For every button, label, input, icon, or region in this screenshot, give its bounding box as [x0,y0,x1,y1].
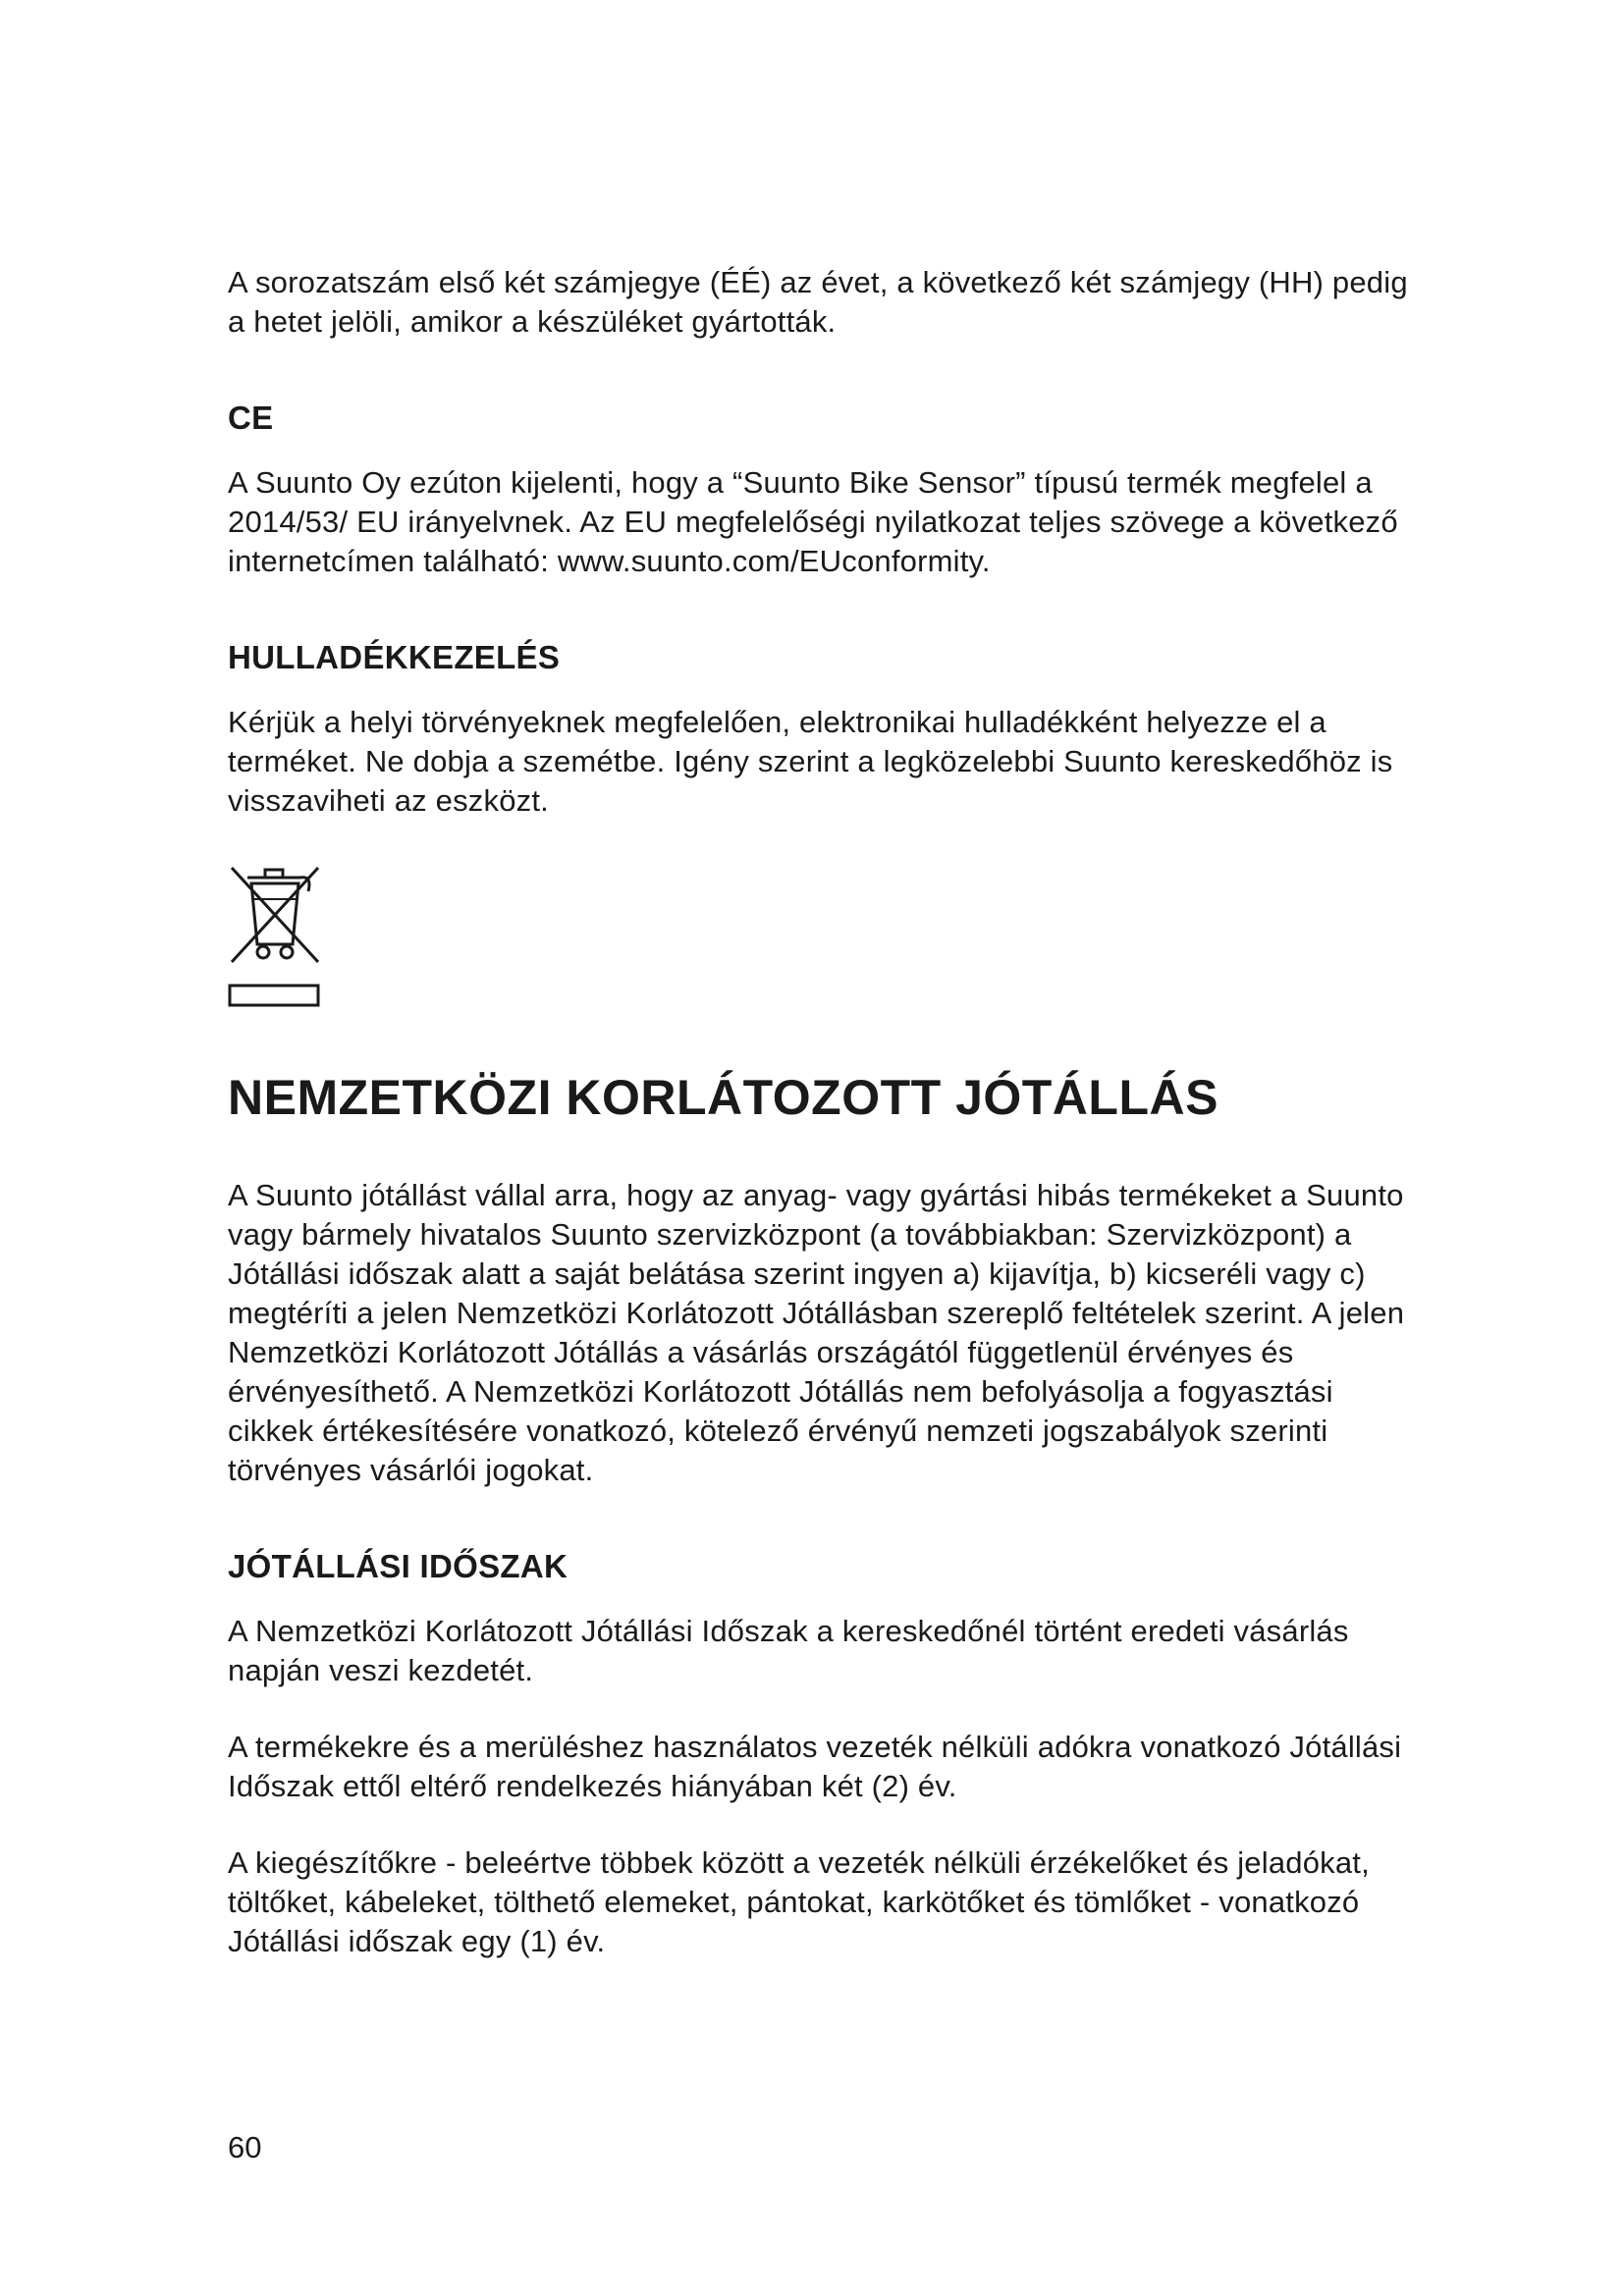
warranty-period-heading: JÓTÁLLÁSI IDŐSZAK [228,1548,568,1584]
ce-heading: CE [228,400,274,436]
page-content [228,263,1426,1961]
warranty-paragraph: A Suunto jótállást vállal arra, hogy az anyag- vagy gyártási hibás termékeket a Suunto vagy bármely hivatalos Suunto szervizközpont (a továbbiakban: Szervizközpont) a Jótállási időszak alatt a saját belátása szerint ingyen a) kijavítja, b) kicseréli vagy c) megtéríti a jelen Nemzetközi Korlátozott Jótállásban szereplő feltételek szerint. A jelen Nemzetközi Korlátozott Jótállás a vásárlás országától függetlenül érvényes és érvényesíthető. A Nemzetközi Korlátozott Jótállás nem befolyásolja a fogyasztási cikkek értékesítésére vonatkozó, kötelező érvényű nemzeti jogszabályok szerinti törvényes vásárlói jogokat. [228,1178,1405,1487]
page-number: 60 [228,2130,262,2164]
weee-crossed-bin-icon [228,866,326,1015]
serial-number-paragraph: A sorozatszám első két számjegye (ÉÉ) az évet, a következő két számjegy (HH) pedig a hetet jelöli, amikor a készüléket gyártották. [228,265,1408,339]
ce-paragraph: A Suunto Oy ezúton kijelenti, hogy a “Suunto Bike Sensor” típusú termék megfelel a 2014/53/ EU irányelvnek. Az EU megfelelőségi nyilatkozat teljes szövege a következő internetcímen található: www.suunto.com/EUconformity. [228,465,1398,578]
waste-heading: HULLADÉKKEZELÉS [228,639,561,675]
waste-paragraph: Kérjük a helyi törvényeknek megfelelően, elektronikai hulladékként helyezze el a terméket. Ne dobja a szemétbe. Igény szerint a legközelebbi Suunto kereskedőhöz is visszaviheti az eszközt. [228,705,1393,818]
warranty-title: NEMZETKÖZI KORLÁTOZOTT JÓTÁLLÁS [228,1070,1218,1125]
warranty-period-paragraph-3: A kiegészítőkre - beleértve többek között a vezeték nélküli érzékelőket és jeladókat, töltőket, kábeleket, tölthető elemeket, pántokat, karkötőket és tömlőket - vonatkozó Jótállási időszak egy (1) év. [228,1845,1370,1958]
warranty-period-paragraph-2: A termékekre és a merüléshez használatos vezeték nélküli adókra vonatkozó Jótállási Időszak ettől eltérő rendelkezés hiányában két (2) év. [228,1730,1402,1803]
warranty-period-paragraph-1: A Nemzetközi Korlátozott Jótállási Időszak a kereskedőnél történt eredeti vásárlás napján veszi kezdetét. [228,1614,1349,1687]
